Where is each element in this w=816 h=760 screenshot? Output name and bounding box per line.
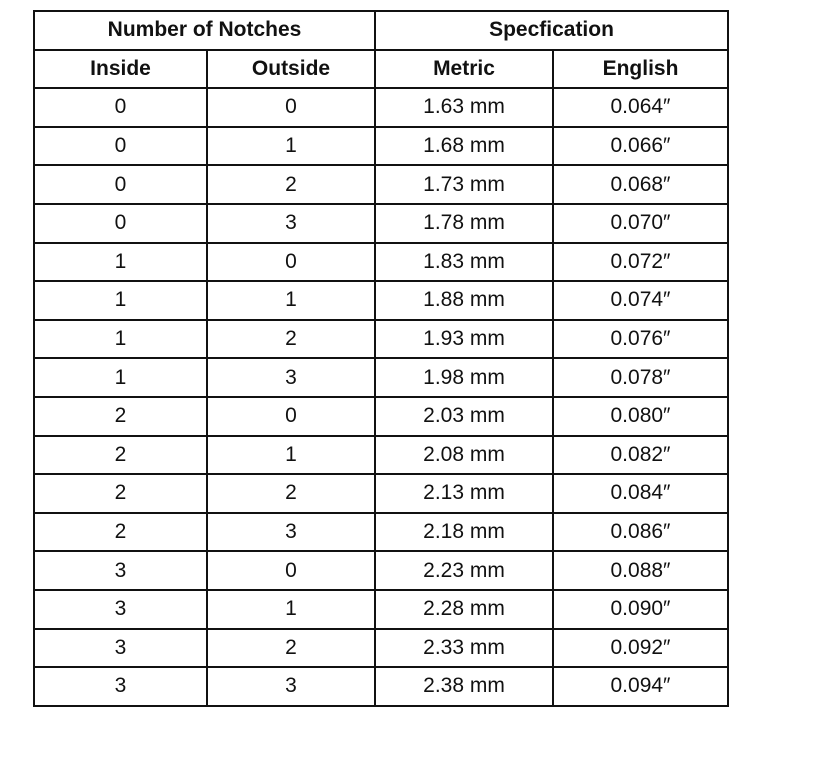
table-row [34,513,728,552]
inside-cell: 0 [34,165,207,204]
inside-cell: 0 [34,127,207,166]
outside-cell: 3 [207,667,375,706]
notches-group-header: Number of Notches [34,11,375,50]
metric-cell: 2.28 mm [375,590,553,629]
outside-cell: 3 [207,358,375,397]
table-row [34,320,728,359]
english-cell: 0.070″ [553,204,728,243]
outside-cell: 1 [207,436,375,475]
inside-cell: 1 [34,281,207,320]
english-cell: 0.090″ [553,590,728,629]
english-cell: 0.092″ [553,629,728,668]
english-cell: 0.066″ [553,127,728,166]
english-cell: 0.080″ [553,397,728,436]
specification-group-header: Specfication [375,11,728,50]
inside-column-header: Inside [34,50,207,89]
table-row [34,436,728,475]
inside-cell: 3 [34,667,207,706]
metric-cell: 1.63 mm [375,88,553,127]
metric-cell: 2.08 mm [375,436,553,475]
table-row [34,358,728,397]
group-header-row [34,11,728,50]
english-cell: 0.086″ [553,513,728,552]
outside-cell: 0 [207,243,375,282]
english-cell: 0.064″ [553,88,728,127]
outside-cell: 2 [207,165,375,204]
table-row [34,281,728,320]
table-row [34,127,728,166]
metric-cell: 1.98 mm [375,358,553,397]
inside-cell: 3 [34,551,207,590]
metric-cell: 1.93 mm [375,320,553,359]
table-header [34,11,728,88]
table-row [34,204,728,243]
inside-cell: 2 [34,474,207,513]
inside-cell: 1 [34,243,207,282]
metric-cell: 1.73 mm [375,165,553,204]
outside-cell: 3 [207,513,375,552]
inside-cell: 2 [34,436,207,475]
table-row [34,88,728,127]
table-row [34,590,728,629]
notch-specification-table [33,10,729,707]
metric-cell: 2.23 mm [375,551,553,590]
metric-column-header: Metric [375,50,553,89]
outside-cell: 0 [207,397,375,436]
english-cell: 0.082″ [553,436,728,475]
outside-cell: 1 [207,590,375,629]
outside-cell: 2 [207,320,375,359]
metric-cell: 1.83 mm [375,243,553,282]
outside-cell: 2 [207,474,375,513]
table-body [34,88,728,706]
column-header-row [34,50,728,89]
table-row [34,667,728,706]
table-row [34,243,728,282]
metric-cell: 2.03 mm [375,397,553,436]
metric-cell: 2.18 mm [375,513,553,552]
outside-cell: 1 [207,281,375,320]
inside-cell: 3 [34,629,207,668]
english-cell: 0.084″ [553,474,728,513]
outside-cell: 3 [207,204,375,243]
outside-cell: 2 [207,629,375,668]
english-cell: 0.088″ [553,551,728,590]
metric-cell: 1.88 mm [375,281,553,320]
english-cell: 0.078″ [553,358,728,397]
outside-cell: 0 [207,551,375,590]
metric-cell: 2.33 mm [375,629,553,668]
table-row [34,397,728,436]
inside-cell: 0 [34,88,207,127]
outside-cell: 1 [207,127,375,166]
inside-cell: 3 [34,590,207,629]
english-cell: 0.076″ [553,320,728,359]
metric-cell: 1.68 mm [375,127,553,166]
inside-cell: 1 [34,358,207,397]
metric-cell: 2.38 mm [375,667,553,706]
metric-cell: 1.78 mm [375,204,553,243]
english-column-header: English [553,50,728,89]
english-cell: 0.072″ [553,243,728,282]
inside-cell: 2 [34,397,207,436]
inside-cell: 1 [34,320,207,359]
english-cell: 0.068″ [553,165,728,204]
inside-cell: 2 [34,513,207,552]
outside-column-header: Outside [207,50,375,89]
table-row [34,551,728,590]
english-cell: 0.074″ [553,281,728,320]
metric-cell: 2.13 mm [375,474,553,513]
inside-cell: 0 [34,204,207,243]
outside-cell: 0 [207,88,375,127]
table-row [34,629,728,668]
table-row [34,474,728,513]
english-cell: 0.094″ [553,667,728,706]
table-row [34,165,728,204]
